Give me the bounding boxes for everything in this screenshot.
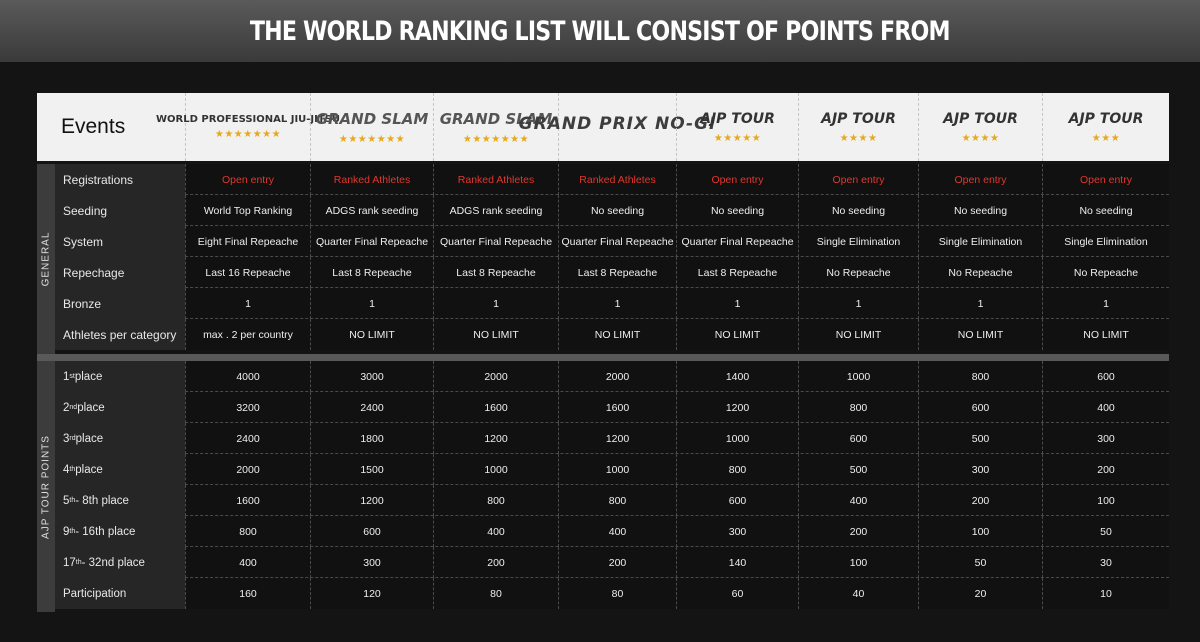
table-cell: 30 bbox=[1042, 547, 1169, 578]
table-cell: NO LIMIT bbox=[310, 319, 433, 350]
row-label: Repechage bbox=[55, 257, 185, 288]
logo-world-pro bbox=[156, 93, 341, 161]
logo-ajp-continental bbox=[676, 93, 798, 161]
stars-rating: ★★★ bbox=[1091, 132, 1121, 144]
table-cell: 1 bbox=[310, 288, 433, 319]
table-cell: 1600 bbox=[433, 392, 558, 423]
table-cell: 1 bbox=[433, 288, 558, 319]
table-cell: 3200 bbox=[185, 392, 310, 423]
events-header-row bbox=[37, 93, 1169, 161]
table-cell: 500 bbox=[798, 454, 918, 485]
row-label bbox=[55, 578, 185, 609]
table-cell: NO LIMIT bbox=[676, 319, 798, 350]
table-cell: 1200 bbox=[433, 423, 558, 454]
points-block bbox=[55, 361, 1169, 612]
table-cell: No Repeache bbox=[798, 257, 918, 288]
table-cell: No Repeache bbox=[918, 257, 1042, 288]
table-cell: 2000 bbox=[558, 361, 676, 392]
row-label-rest: place bbox=[75, 463, 103, 476]
table-cell: No seeding bbox=[676, 195, 798, 226]
table-cell: NO LIMIT bbox=[433, 319, 558, 350]
table-cell: No seeding bbox=[1042, 195, 1169, 226]
row-label-suffix: th bbox=[69, 466, 76, 473]
row-label-text: 3 bbox=[63, 432, 70, 445]
table-cell: 600 bbox=[1042, 361, 1169, 392]
row-label-rest: place bbox=[74, 370, 103, 383]
table-row bbox=[55, 392, 1169, 423]
grand-slam-logo: GRAND SLAM bbox=[439, 109, 553, 128]
table-row bbox=[55, 578, 1169, 609]
row-label-suffix: nd bbox=[69, 404, 78, 411]
row-label-suffix: st bbox=[69, 373, 75, 380]
table-cell: Last 16 Repeache bbox=[185, 257, 310, 288]
table-cell: 400 bbox=[433, 516, 558, 547]
table-cell: 1 bbox=[798, 288, 918, 319]
grand-slam-logo: GRAND SLAM bbox=[315, 109, 429, 128]
row-label-rest: - 16th place bbox=[75, 525, 136, 538]
table-cell: 200 bbox=[798, 516, 918, 547]
table-cell: 1 bbox=[918, 288, 1042, 319]
table-cell: Quarter Final Repeache bbox=[558, 226, 676, 257]
section-divider bbox=[37, 354, 1169, 361]
table-cell: NO LIMIT bbox=[918, 319, 1042, 350]
table-cell: No seeding bbox=[798, 195, 918, 226]
table-row bbox=[55, 485, 1169, 516]
row-label: System bbox=[55, 226, 185, 257]
table-cell: 1200 bbox=[310, 485, 433, 516]
table-cell: 400 bbox=[798, 485, 918, 516]
stars-rating: ★★★★★★★ bbox=[462, 133, 530, 145]
table-cell: Open entry bbox=[185, 164, 310, 195]
table-cell: 1 bbox=[185, 288, 310, 319]
row-label-rest: place bbox=[75, 432, 104, 445]
table-cell: Ranked Athletes bbox=[433, 164, 558, 195]
table-cell: 120 bbox=[310, 578, 433, 609]
table-cell: No seeding bbox=[918, 195, 1042, 226]
table-cell: No Repeache bbox=[1042, 257, 1169, 288]
row-label bbox=[55, 392, 185, 423]
table-cell: Quarter Final Repeache bbox=[433, 226, 558, 257]
table-cell: 800 bbox=[558, 485, 676, 516]
table-cell: 80 bbox=[558, 578, 676, 609]
table-cell: 1600 bbox=[185, 485, 310, 516]
table-cell: 1000 bbox=[558, 454, 676, 485]
table-cell: 2000 bbox=[433, 361, 558, 392]
table-cell: Open entry bbox=[798, 164, 918, 195]
row-label-text: Participation bbox=[63, 587, 127, 600]
table-cell: 60 bbox=[676, 578, 798, 609]
table-row bbox=[55, 361, 1169, 392]
table-cell: 80 bbox=[433, 578, 558, 609]
table-cell: Last 8 Repeache bbox=[558, 257, 676, 288]
points-label-text: AJP TOUR POINTS bbox=[40, 434, 52, 539]
row-label-suffix: th bbox=[75, 559, 82, 566]
table-cell: 800 bbox=[433, 485, 558, 516]
table-cell: ADGS rank seeding bbox=[310, 195, 433, 226]
table-cell: 600 bbox=[798, 423, 918, 454]
table-cell: Last 8 Repeache bbox=[433, 257, 558, 288]
row-label bbox=[55, 485, 185, 516]
row-label-text: 17 bbox=[63, 556, 76, 569]
table-cell: 200 bbox=[433, 547, 558, 578]
row-label-suffix: th bbox=[69, 497, 76, 504]
table-cell: 1000 bbox=[433, 454, 558, 485]
row-label-rest: - 8th place bbox=[75, 494, 129, 507]
table-cell: Quarter Final Repeache bbox=[676, 226, 798, 257]
stars-rating: ★★★★ bbox=[839, 132, 878, 144]
row-label-text: 5 bbox=[63, 494, 70, 507]
table-cell: 400 bbox=[558, 516, 676, 547]
table-row bbox=[55, 423, 1169, 454]
table-cell: 300 bbox=[676, 516, 798, 547]
ajp-tour-logo: AJP TOUR bbox=[943, 110, 1018, 127]
table-cell: 2400 bbox=[310, 392, 433, 423]
table-row bbox=[55, 547, 1169, 578]
table-cell: 1400 bbox=[676, 361, 798, 392]
table-cell: 400 bbox=[185, 547, 310, 578]
row-label-text: 2 bbox=[63, 401, 70, 414]
table-cell: 300 bbox=[1042, 423, 1169, 454]
table-cell: 800 bbox=[185, 516, 310, 547]
table-cell: 40 bbox=[798, 578, 918, 609]
row-label bbox=[55, 454, 185, 485]
stars-rating: ★★★★ bbox=[961, 132, 1000, 144]
table-cell: 1 bbox=[676, 288, 798, 319]
table-row bbox=[55, 257, 1169, 288]
table-row bbox=[55, 454, 1169, 485]
table-cell: 300 bbox=[310, 547, 433, 578]
row-label-text: 1 bbox=[63, 370, 70, 383]
table-cell: max . 2 per country bbox=[185, 319, 310, 350]
table-cell: 800 bbox=[798, 392, 918, 423]
table-cell: Quarter Final Repeache bbox=[310, 226, 433, 257]
table-cell: 2000 bbox=[185, 454, 310, 485]
table-cell: 1 bbox=[558, 288, 676, 319]
table-cell: 100 bbox=[798, 547, 918, 578]
logo-grand-slam-1 bbox=[310, 93, 433, 161]
table-cell: 200 bbox=[918, 485, 1042, 516]
title-bar bbox=[0, 0, 1200, 62]
general-block bbox=[55, 164, 1169, 354]
row-label bbox=[55, 547, 185, 578]
table-cell: 100 bbox=[918, 516, 1042, 547]
table-cell: 1200 bbox=[558, 423, 676, 454]
row-label-rest: - 32nd place bbox=[81, 556, 145, 569]
table-row bbox=[55, 164, 1169, 195]
table-cell: 1000 bbox=[798, 361, 918, 392]
table-cell: Open entry bbox=[676, 164, 798, 195]
table-cell: Last 8 Repeache bbox=[310, 257, 433, 288]
logo-grand-prix bbox=[518, 93, 717, 161]
stars-rating: ★★★★★★★ bbox=[214, 129, 282, 140]
table-cell: No seeding bbox=[558, 195, 676, 226]
table-cell: Single Elimination bbox=[1042, 226, 1169, 257]
table-cell: 600 bbox=[310, 516, 433, 547]
table-cell: 50 bbox=[1042, 516, 1169, 547]
ajp-tour-logo: AJP TOUR bbox=[700, 110, 775, 127]
table-cell: 800 bbox=[676, 454, 798, 485]
table-cell: 1800 bbox=[310, 423, 433, 454]
table-cell: 600 bbox=[676, 485, 798, 516]
logo-ajp-international bbox=[1042, 93, 1169, 161]
ajp-tour-logo: AJP TOUR bbox=[1068, 110, 1144, 127]
stars-rating: ★★★★★ bbox=[713, 132, 762, 144]
table-row bbox=[55, 288, 1169, 319]
table-cell: Single Elimination bbox=[918, 226, 1042, 257]
row-label-suffix: rd bbox=[69, 435, 76, 442]
table-cell: 50 bbox=[918, 547, 1042, 578]
table-cell: 1500 bbox=[310, 454, 433, 485]
table-cell: 20 bbox=[918, 578, 1042, 609]
table-row bbox=[55, 195, 1169, 226]
table-cell: Eight Final Repeache bbox=[185, 226, 310, 257]
table-cell: Last 8 Repeache bbox=[676, 257, 798, 288]
page-title: THE WORLD RANKING LIST WILL CONSIST OF POINTS FROM bbox=[250, 15, 950, 47]
table-cell: 400 bbox=[1042, 392, 1169, 423]
table-cell: NO LIMIT bbox=[798, 319, 918, 350]
row-label bbox=[55, 361, 185, 392]
world-pro-logo: WORLD PROFESSIONAL JIU-JITSU bbox=[156, 114, 341, 125]
row-label-rest: place bbox=[77, 401, 105, 414]
table-cell: 2400 bbox=[185, 423, 310, 454]
table-cell: 10 bbox=[1042, 578, 1169, 609]
table-cell: Ranked Athletes bbox=[558, 164, 676, 195]
table-cell: 600 bbox=[918, 392, 1042, 423]
table-cell: 200 bbox=[1042, 454, 1169, 485]
table-cell: 4000 bbox=[185, 361, 310, 392]
table-cell: 800 bbox=[918, 361, 1042, 392]
table-cell: 1200 bbox=[676, 392, 798, 423]
row-label-text: 9 bbox=[63, 525, 70, 538]
row-label bbox=[55, 516, 185, 547]
table-cell: NO LIMIT bbox=[1042, 319, 1169, 350]
table-row bbox=[55, 226, 1169, 257]
table-cell: Ranked Athletes bbox=[310, 164, 433, 195]
points-section-label bbox=[37, 361, 55, 612]
table-cell: 3000 bbox=[310, 361, 433, 392]
general-section-label bbox=[37, 164, 55, 354]
row-label-text: 4 bbox=[63, 463, 70, 476]
table-cell: 1000 bbox=[676, 423, 798, 454]
ajp-tour-logo: AJP TOUR bbox=[821, 110, 896, 127]
table-cell: 300 bbox=[918, 454, 1042, 485]
table-cell: 140 bbox=[676, 547, 798, 578]
table-cell: 160 bbox=[185, 578, 310, 609]
general-label-text: GENERAL bbox=[40, 231, 52, 287]
table-cell: Single Elimination bbox=[798, 226, 918, 257]
table-cell: 100 bbox=[1042, 485, 1169, 516]
stars-rating: ★★★★★★★ bbox=[338, 133, 406, 145]
logo-ajp-regional bbox=[918, 93, 1042, 161]
row-label: Seeding bbox=[55, 195, 185, 226]
table-cell: ADGS rank seeding bbox=[433, 195, 558, 226]
table-row bbox=[55, 516, 1169, 547]
table-cell: 500 bbox=[918, 423, 1042, 454]
row-label: Athletes per category bbox=[55, 319, 185, 350]
table-cell: 1600 bbox=[558, 392, 676, 423]
row-label bbox=[55, 423, 185, 454]
table-cell: Open entry bbox=[1042, 164, 1169, 195]
row-label: Bronze bbox=[55, 288, 185, 319]
table-cell: 1 bbox=[1042, 288, 1169, 319]
table-cell: NO LIMIT bbox=[558, 319, 676, 350]
table-cell: World Top Ranking bbox=[185, 195, 310, 226]
table-row bbox=[55, 319, 1169, 350]
row-label-suffix: th bbox=[69, 528, 76, 535]
events-header-cell bbox=[37, 93, 185, 161]
table-cell: Open entry bbox=[918, 164, 1042, 195]
table-cell: 200 bbox=[558, 547, 676, 578]
events-label: Events bbox=[61, 115, 126, 138]
grand-prix-logo: GRAND PRIX NO-GI bbox=[518, 114, 717, 134]
logo-ajp-national bbox=[798, 93, 918, 161]
row-label: Registrations bbox=[55, 164, 185, 195]
